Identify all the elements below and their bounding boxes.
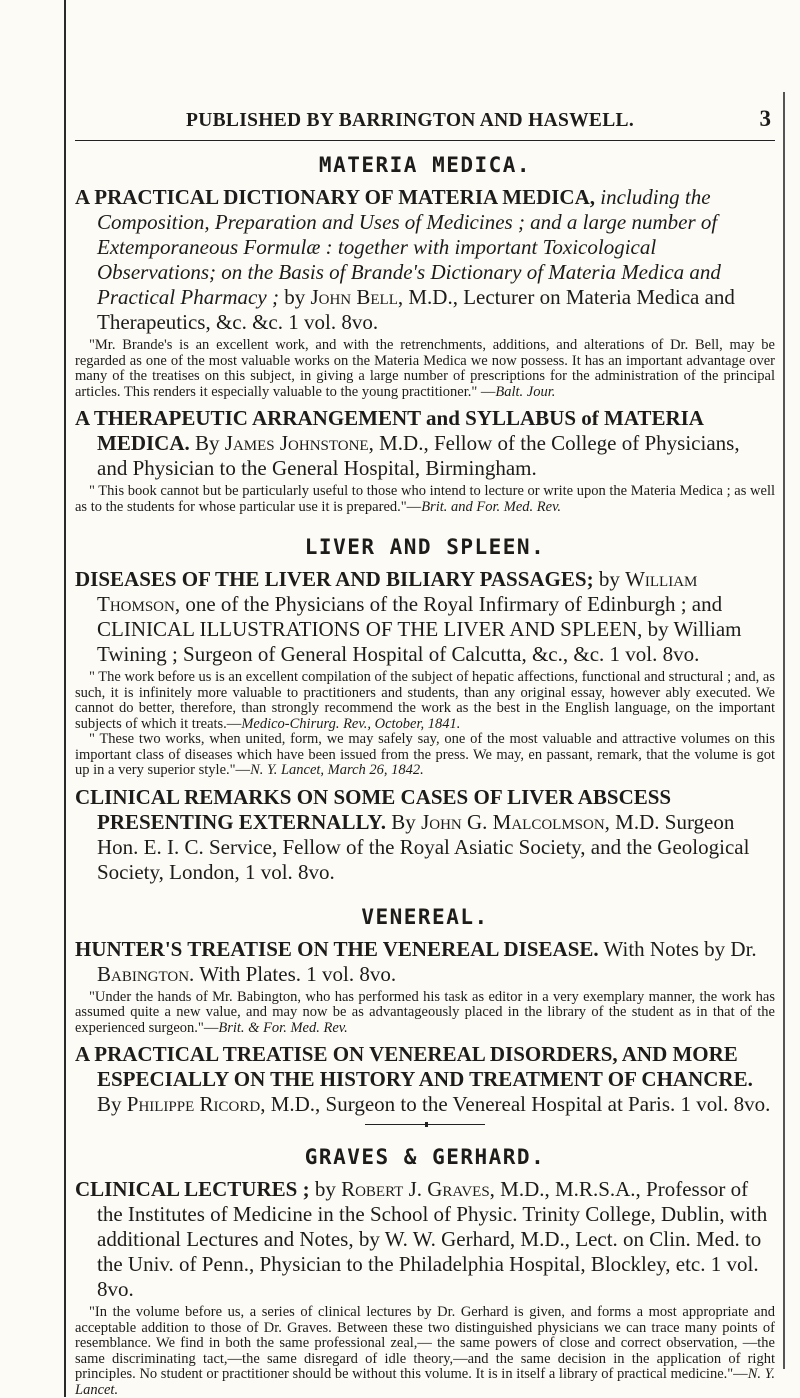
section-heading: VENEREAL.	[361, 904, 489, 929]
entry-details: M.D., Surgeon to the Venereal Hospital at Paris. 1 vol. 8vo.	[270, 1092, 771, 1116]
document-page	[75, 104, 775, 1398]
review-source: Brit. and For. Med. Rev.	[421, 498, 562, 515]
review-quote	[75, 732, 775, 779]
entry-connector: By	[391, 809, 416, 834]
section-heading: GRAVES & GERHARD.	[304, 1145, 546, 1169]
catalogue-entry	[75, 785, 775, 885]
entry-details: M.D., Fellow of the College of Physicians, and Physician to the General Hospital, Birmingham.	[97, 431, 740, 480]
entry-title-caps: DISEASES OF THE LIVER AND BILIARY PASSAGES;	[75, 567, 594, 591]
page-number: 3	[759, 106, 771, 131]
entry-connector: by	[314, 1177, 336, 1201]
entry-title-caps: A PRACTICAL TREATISE ON VENEREAL DISORDERS, AND MORE ESPECIALLY ON THE HISTORY AND TREATMENT OF CHANCRE.	[75, 1042, 753, 1091]
review-text: " This book cannot but be particularly useful to those who intend to lecture or write upon the Materia Medica ; as well as to the students for whose particular use it is prepared."—	[75, 483, 775, 515]
entry-connector: By	[195, 431, 220, 455]
catalogue-entry	[75, 1177, 775, 1398]
entry-author: James Johnstone,	[224, 431, 374, 455]
publisher-header: PUBLISHED BY BARRINGTON AND HASWELL.	[185, 110, 635, 131]
review-quote	[75, 338, 775, 400]
review-quote	[75, 484, 775, 515]
review-quote	[75, 990, 775, 1037]
section-heading: LIVER AND SPLEEN.	[304, 535, 546, 559]
review-text: " These two works, when united, form, we may safely say, one of the most valuable and attractive volumes on this important class of diseases which have been issued from the press. We may, en passant, remark, that the volume is got up in a very superior style."—	[75, 731, 775, 778]
entry-details: With Plates. 1 vol. 8vo.	[199, 961, 397, 986]
page-edge-right	[783, 92, 785, 1369]
page-header	[75, 104, 775, 141]
entry-title-caps: HUNTER'S TREATISE ON THE VENEREAL DISEASE.	[75, 936, 599, 961]
catalogue-entry	[75, 937, 775, 1037]
entry-author: William Thomson,	[97, 567, 698, 616]
entry-title-caps: A THERAPEUTIC ARRANGEMENT and SYLLABUS of MATERIA MEDICA.	[75, 406, 703, 455]
page-edge-left	[64, 0, 66, 1397]
entry-title	[75, 1042, 775, 1117]
catalogue-entry	[75, 567, 775, 779]
entry-author: Babington.	[97, 961, 195, 986]
review-text: " The work before us is an excellent compilation of the subject of hepatic affections, functional and structural ; and, as such, it is infinitely more valuable to practitioners and students, than any original essay, however ably executed. We cannot do better, therefore, than strongly recommend the work as the best in the English language, on the important subjects of which it treats.—	[75, 669, 775, 732]
catalogue-entry	[75, 185, 775, 400]
review-quote	[75, 1305, 775, 1398]
entry-details: M.D., Lecturer on Materia Medica and Therapeutics, &c. &c. 1 vol. 8vo.	[97, 285, 735, 334]
entry-author: Philippe Ricord,	[126, 1092, 266, 1116]
entry-title	[75, 185, 775, 335]
entry-details: M.D., M.R.S.A., Professor of the Institutes of Medicine in the School of Physic. Trinity College, Dublin, with additional Lectures and Notes, by W. W. Gerhard, M.D., Lect. on Clin. Med. to the Univ. of Penn., Physician to the Philadelphia Hospital, Blockley, etc. 1 vol. 8vo.	[97, 1177, 768, 1301]
entry-author: John G. Malcolmson,	[421, 809, 610, 834]
entry-title-caps: CLINICAL REMARKS ON SOME CASES OF LIVER ABSCESS PRESENTING EXTERNALLY.	[75, 784, 672, 834]
entry-connector: by	[598, 567, 620, 591]
review-quote	[75, 670, 775, 732]
entry-author: Robert J. Graves,	[341, 1177, 495, 1201]
section-divider	[365, 1124, 485, 1125]
review-source: Brit. & For. Med. Rev.	[218, 1019, 348, 1036]
entry-connector: With Notes by Dr.	[603, 936, 757, 961]
entry-connector: by	[284, 285, 306, 309]
catalogue-entry	[75, 406, 775, 515]
entry-details: one of the Physicians of the Royal Infirmary of Edinburgh ; and CLINICAL ILLUSTRATIONS OF THE LIVER AND SPLEEN, by William Twining ; Surgeon of General Hospital of Calcutta, &c., &c. 1 vol. 8vo.	[97, 592, 742, 666]
section-heading: MATERIA MEDICA.	[318, 153, 532, 177]
review-source: N. Y. Lancet, March 26, 1842.	[250, 762, 424, 778]
review-text: "Under the hands of Mr. Babington, who has performed his task as editor in a very exemplary manner, the work has assumed quite a new value, and may now be as advantageously placed in the library of the student as in that of the experienced surgeon."—	[75, 988, 775, 1036]
entry-title	[75, 406, 775, 481]
review-source: Balt. Jour.	[495, 383, 556, 400]
catalogue-entry	[75, 1042, 775, 1117]
review-text: "Mr. Brande's is an excellent work, and with the retrenchments, additions, and alterations of Dr. Bell, may be regarded as one of the most valuable works on the Materia Medica we now possess. It has an important advantage over many of the treatises on this subject, in giving a large number of prescriptions for the administration of the principal articles. This renders it especially valuable to the young practitioner." —	[75, 337, 775, 400]
entry-title	[75, 567, 775, 667]
catalogue-content	[75, 151, 775, 1398]
entry-subtitle: including the Composition, Preparation and Uses of Medicines ; and a large number of Extemporaneous Formulæ : together with important Toxicological Observations; on the Basis of Brande's Dictionary of Materia Medica and Practical Pharmacy ;	[97, 185, 721, 309]
entry-title	[75, 785, 775, 885]
review-source: N. Y. Lancet.	[75, 1366, 775, 1398]
entry-details: M.D. Surgeon Hon. E. I. C. Service, Fellow of the Royal Asiatic Society, and the Geological Society, London, 1 vol. 8vo.	[97, 809, 750, 884]
entry-connector: By	[97, 1092, 122, 1116]
review-text: "In the volume before us, a series of clinical lectures by Dr. Gerhard is given, and forms a most appropriate and acceptable addition to those of Dr. Graves. Between these two distinguished physicians we can trace many points of resemblance. We find in both the same professional zeal,— the same powers of close and correct observation, —the same discriminating tact,—the same disregard of idle theory,—and the same decision in the application of right principles. No student or practitioner should be without this volume. It is in itself a library of practical medicine."—	[75, 1304, 775, 1382]
entry-author: John Bell,	[310, 285, 404, 309]
review-source: Medico-Chirurg. Rev., October, 1841.	[241, 715, 461, 732]
entry-title	[75, 937, 775, 987]
entry-title	[75, 1177, 775, 1302]
entry-title-caps: A PRACTICAL DICTIONARY OF MATERIA MEDICA,	[75, 185, 596, 209]
entry-title-caps: CLINICAL LECTURES ;	[75, 1177, 310, 1201]
